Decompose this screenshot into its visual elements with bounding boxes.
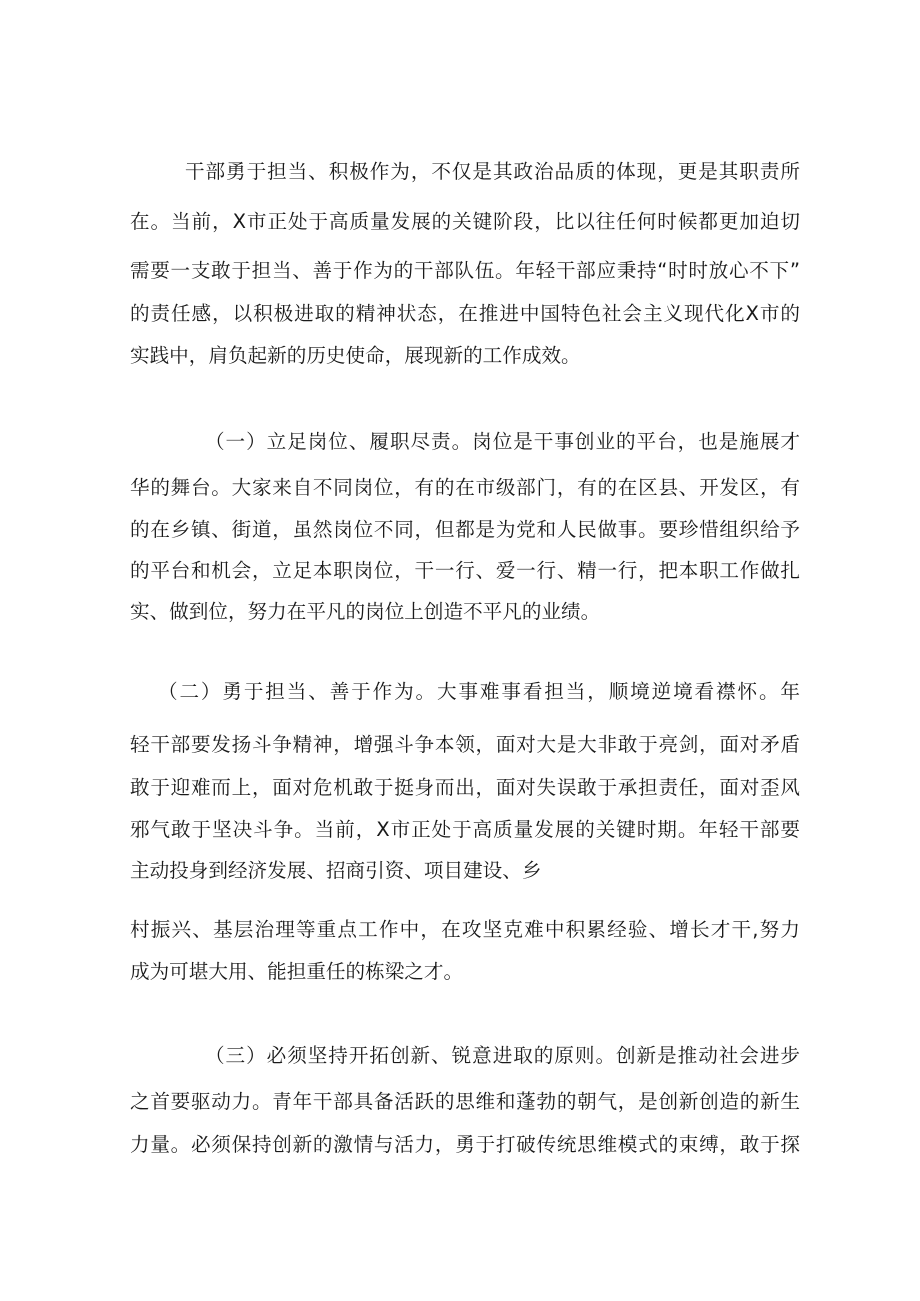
- paragraph-3-line-5: 主动投身到经济发展、招商引资、项目建设、乡: [130, 859, 542, 882]
- paragraph-2-line-5: 实、做到位，努力在平凡的岗位上创造不平凡的业绩。: [130, 600, 601, 623]
- paragraph-2-line-1: （一）立足岗位、履职尽责。岗位是干事创业的平台，也是施展才: [205, 430, 800, 453]
- paragraph-1-line-2: 在。当前，X市正处于高质量发展的关键阶段，比以往任何时候都更加迫切: [130, 210, 800, 233]
- paragraph-1-line-4: 的责任感，以积极进取的精神状态，在推进中国特色社会主义现代化X市的: [130, 302, 800, 325]
- paragraph-2-line-2: 华的舞台。大家来自不同岗位，有的在市级部门，有的在区县、开发区，有: [130, 476, 800, 499]
- paragraph-5-line-3: 力量。必须保持创新的激情与活力，勇于打破传统思维模式的束缚，敢于探: [130, 1133, 800, 1156]
- paragraph-3-line-2: 轻干部要发扬斗争精神，增强斗争本领，面对大是大非敢于亮剑，面对矛盾: [130, 733, 800, 756]
- paragraph-5-line-2: 之首要驱动力。青年干部具备活跃的思维和蓬勃的朝气，是创新创造的新生: [130, 1090, 800, 1113]
- paragraph-3-line-3: 敢于迎难而上，面对危机敢于挺身而出，面对失误敢于承担责任，面对歪风: [130, 776, 800, 799]
- paragraph-1-line-1: 干部勇于担当、积极作为，不仅是其政治品质的体现，更是其职责所: [185, 160, 800, 183]
- paragraph-4-line-2: 成为可堪大用、能担重任的栋梁之才。: [130, 960, 464, 983]
- paragraph-1-line-5: 实践中，肩负起新的历史使命，展现新的工作成效。: [130, 344, 581, 367]
- paragraph-2-line-4: 的平台和机会，立足本职岗位，干一行、爱一行、精一行，把本职工作做扎: [130, 559, 800, 582]
- paragraph-3-line-1: （二）勇于担当、善于作为。大事难事看担当，顺境逆境看襟怀。年: [158, 680, 800, 703]
- paragraph-4-line-1: 村振兴、基层治理等重点工作中，在攻坚克难中积累经验、增长才干,努力: [130, 918, 800, 941]
- paragraph-3-line-4: 邪气敢于坚决斗争。当前，X市正处于高质量发展的关键时期。年轻干部要: [130, 818, 800, 841]
- paragraph-1-line-3: 需要一支敢于担当、善于作为的干部队伍。年轻干部应秉持“时时放心不下”: [130, 259, 800, 282]
- paragraph-2-line-3: 的在乡镇、街道，虽然岗位不同，但都是为党和人民做事。要珍惜组织给予: [130, 518, 800, 541]
- paragraph-5-line-1: （三）必须坚持开拓创新、锐意进取的原则。创新是推动社会进步: [205, 1044, 800, 1067]
